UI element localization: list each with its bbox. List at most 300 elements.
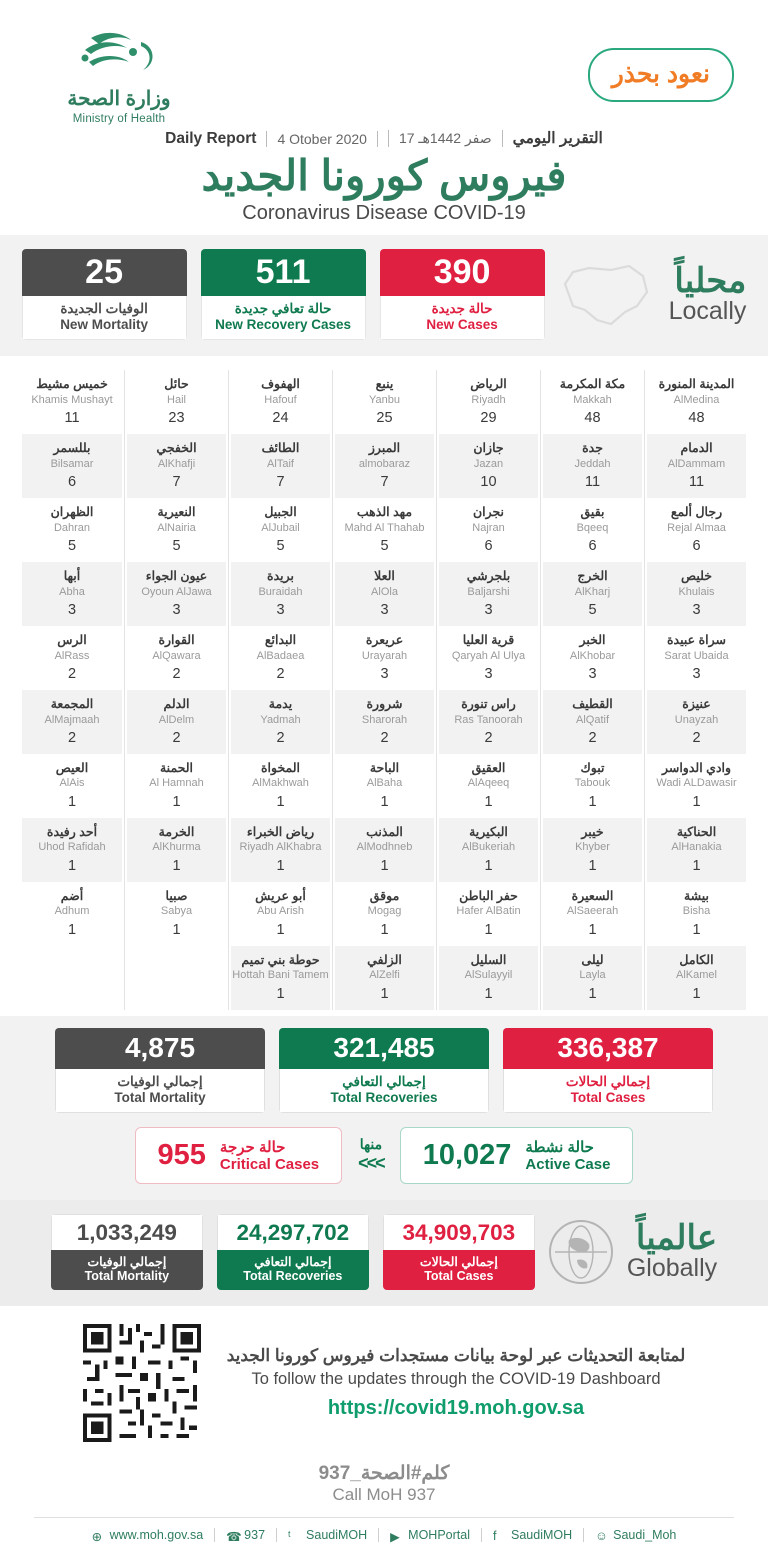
city-column (436, 370, 540, 1009)
new-mortality-label-ar: الوفيات الجديدة (60, 301, 148, 317)
city-name-ar: النعيرية (157, 505, 196, 520)
city-name-ar: الطائف (261, 441, 300, 456)
city-cell (231, 370, 330, 434)
city-name-en: Bqeeq (576, 521, 609, 534)
qr-code-icon[interactable] (83, 1324, 201, 1442)
total-cases-box (503, 1028, 713, 1113)
global-cases-box (383, 1214, 535, 1291)
city-name-ar: جازان (473, 441, 504, 456)
critical-cases-box (135, 1127, 343, 1184)
total-mortality-value: 4,875 (55, 1028, 265, 1069)
city-name-ar: العيص (55, 760, 89, 775)
facebook-icon: f (493, 1528, 497, 1543)
city-cell (22, 626, 122, 690)
total-recoveries-label-en: Total Recoveries (330, 1089, 438, 1105)
report-title-block (0, 125, 768, 235)
city-case-count: 3 (172, 601, 181, 618)
active-cases-box (400, 1127, 634, 1184)
city-case-count: 1 (380, 921, 389, 938)
city-name-ar: رياض الخبراء (246, 824, 315, 839)
total-cases-label-ar: إجمالي الحالات (565, 1073, 651, 1089)
city-name-en: AlDelm (158, 713, 195, 726)
city-case-count: 1 (692, 857, 701, 874)
city-cell (231, 690, 330, 754)
city-cell (335, 370, 434, 434)
local-label-en: Locally (668, 297, 747, 326)
global-recoveries-label-ar: إجمالي التعافي (254, 1255, 332, 1270)
city-case-count: 5 (380, 538, 389, 555)
city-case-count: 2 (380, 729, 389, 746)
social-link[interactable] (277, 1528, 379, 1542)
city-case-count: 6 (484, 538, 493, 555)
city-name-en: AlSulayyil (464, 969, 513, 982)
city-name-en: AlKhafji (157, 457, 196, 470)
city-name-ar: ليلى (581, 952, 604, 967)
local-summary-band (0, 235, 768, 356)
city-name-en: AlBukeriah (461, 841, 516, 854)
city-name-ar: الكامل (679, 952, 714, 967)
new-recovery-value: 511 (201, 249, 366, 296)
city-name-en: Hail (167, 393, 186, 406)
city-name-en: AlTaif (267, 457, 294, 470)
city-cell (127, 690, 226, 754)
city-case-count: 1 (588, 793, 597, 810)
city-name-ar: الخفجي (156, 441, 197, 456)
city-case-count: 2 (588, 729, 597, 746)
city-name-ar: خليص (681, 569, 712, 584)
city-cell (335, 946, 434, 1010)
city-name-en: Makkah (573, 393, 612, 406)
city-case-count: 1 (380, 985, 389, 1002)
city-name-ar: عنيزة (682, 696, 711, 711)
city-name-en: Hottah Bani Tamem (232, 969, 329, 982)
social-link[interactable] (584, 1528, 687, 1542)
city-name-ar: العقيق (471, 760, 506, 775)
global-recoveries-value: 24,297,702 (217, 1214, 369, 1251)
city-name-ar: بريدة (267, 569, 294, 584)
city-cell (439, 946, 538, 1010)
city-name-ar: مهد الذهب (356, 505, 413, 520)
city-name-ar: أبو عريش (255, 888, 306, 903)
city-case-count: 3 (484, 665, 493, 682)
city-name-en: Jazan (473, 457, 504, 470)
dashboard-text-en: To follow the updates through the COVID-19 Dashboard (251, 1370, 661, 1389)
city-name-en: Sharorah (361, 713, 408, 726)
city-name-ar: القطيف (572, 696, 613, 711)
city-case-count: 1 (692, 793, 701, 810)
city-cell (439, 562, 538, 626)
total-cases-value: 336,387 (503, 1028, 713, 1069)
city-name-ar: قرية العليا (462, 632, 515, 647)
city-case-count: 1 (172, 857, 181, 874)
city-name-en: AlKhobar (569, 649, 616, 662)
new-cases-label-en: New Cases (426, 317, 498, 333)
city-column (124, 370, 228, 1009)
dashboard-section (0, 1306, 768, 1448)
city-name-en: AlOla (371, 585, 398, 598)
city-name-en: AlMedina (673, 393, 720, 406)
critical-cases-label-en: Critical Cases (219, 1155, 320, 1173)
city-name-ar: المدينة المنورة (658, 377, 735, 392)
critical-cases-value: 955 (157, 1138, 206, 1171)
city-name-en: Uhod Rafidah (38, 841, 106, 854)
social-link[interactable] (482, 1528, 584, 1542)
city-name-en: AlZelfi (369, 969, 400, 982)
city-name-en: Yadmah (260, 713, 301, 726)
city-name-ar: الرياض (470, 377, 507, 392)
city-name-ar: حفر الباطن (459, 888, 518, 903)
connector-arrows (358, 1136, 384, 1174)
city-case-count: 1 (67, 857, 77, 874)
city-case-count: 1 (276, 793, 285, 810)
city-name-en: AlHanakia (671, 841, 722, 854)
ministry-name-ar: وزارة الصحة (67, 88, 171, 110)
city-name-en: AlMakhwah (252, 777, 309, 790)
total-mortality-label-ar: إجمالي الوفيات (117, 1073, 203, 1089)
city-case-count: 2 (692, 729, 701, 746)
city-cell (439, 498, 538, 562)
city-case-count: 1 (484, 857, 493, 874)
city-cell (647, 818, 746, 882)
national-totals-section (0, 1016, 768, 1200)
city-name-en: Mahd Al Thahab (344, 521, 425, 534)
local-label-ar: محلياً (674, 262, 747, 301)
connector-chevrons: <<< (358, 1153, 384, 1174)
city-name-ar: الخرمة (158, 824, 195, 839)
city-cell (22, 882, 122, 946)
report-date-en: 4 Otober 2020 (266, 131, 378, 147)
global-cases-value: 34,909,703 (383, 1214, 535, 1251)
city-cell (439, 754, 538, 818)
active-cases-label-ar: حالة نشطة (525, 1138, 594, 1156)
city-case-count: 1 (692, 985, 701, 1002)
social-links-bar (0, 1518, 768, 1564)
city-case-count: 5 (67, 538, 77, 555)
city-cell (22, 690, 122, 754)
city-name-ar: الرس (57, 632, 87, 647)
city-cell (127, 562, 226, 626)
city-name-en: Riyadh (471, 393, 506, 406)
new-mortality-box (22, 249, 187, 340)
city-name-ar: الظهران (50, 505, 94, 520)
city-case-count: 24 (272, 410, 289, 427)
city-cell (543, 370, 642, 434)
city-name-ar: المخواة (260, 760, 301, 775)
total-mortality-box (55, 1028, 265, 1113)
ministry-logo (34, 26, 204, 125)
city-cell (231, 626, 330, 690)
saudi-map-icon (559, 262, 651, 328)
new-recovery-box (201, 249, 366, 340)
city-cell (335, 498, 434, 562)
social-link-label: MOHPortal (408, 1528, 470, 1543)
city-case-count: 1 (67, 921, 77, 938)
city-cell (127, 754, 226, 818)
city-cell (543, 626, 642, 690)
daily-report-label-ar: التقرير اليومي (512, 130, 603, 147)
city-name-en: Mogag (367, 905, 402, 918)
city-column (228, 370, 332, 1009)
city-cell (647, 754, 746, 818)
ministry-name-en: Ministry of Health (72, 113, 166, 125)
city-cell (647, 370, 746, 434)
city-case-count: 2 (172, 665, 181, 682)
city-name-en: Layla (579, 969, 606, 982)
city-name-ar: خيبر (581, 824, 604, 839)
city-case-count: 1 (484, 793, 493, 810)
city-name-ar: المجمعة (50, 696, 94, 711)
twitter-icon: ᵗ (288, 1528, 291, 1543)
global-cases-label-ar: إجمالي الحالات (419, 1255, 498, 1270)
social-link-label: SaudiMOH (511, 1528, 573, 1543)
city-name-en: Dahran (53, 521, 91, 534)
report-date-ar: 17 صفر 1442هـ (388, 130, 503, 147)
city-name-ar: البدائع (264, 632, 297, 647)
city-name-ar: حائل (164, 377, 189, 392)
page-title-en: Coronavirus Disease COVID-19 (242, 202, 526, 225)
city-name-ar: الجبيل (264, 505, 297, 520)
report-header (0, 0, 768, 125)
city-case-count: 29 (480, 410, 497, 427)
city-cell (647, 882, 746, 946)
city-cell (335, 690, 434, 754)
city-name-en: Bisha (682, 905, 711, 918)
city-case-count: 10 (480, 474, 497, 491)
city-name-en: AlKharj (574, 585, 611, 598)
city-name-ar: السعيرة (571, 888, 614, 903)
social-link[interactable] (81, 1528, 216, 1542)
city-name-en: Ras Tanoorah (454, 713, 523, 726)
city-column (540, 370, 644, 1009)
city-name-en: AlQatif (575, 713, 609, 726)
city-case-count: 1 (588, 921, 597, 938)
city-case-count: 5 (588, 601, 597, 618)
city-case-count: 3 (380, 601, 389, 618)
city-case-count: 25 (376, 410, 393, 427)
city-name-en: AlKamel (676, 969, 717, 982)
city-name-ar: نجران (472, 505, 505, 520)
city-cell (543, 754, 642, 818)
city-name-ar: بلجرشي (466, 569, 511, 584)
city-name-ar: تبوك (580, 760, 605, 775)
phone-icon: ☎ (226, 1529, 242, 1544)
city-case-count: 6 (588, 538, 597, 555)
new-cases-value: 390 (380, 249, 545, 296)
city-name-en: almobaraz (358, 457, 411, 470)
city-cell (127, 498, 226, 562)
city-cell (127, 818, 226, 882)
new-recovery-label-en: New Recovery Cases (215, 317, 351, 333)
global-mortality-label-en: Total Mortality (84, 1269, 170, 1284)
city-name-en: Adhum (54, 905, 90, 918)
city-cell (335, 562, 434, 626)
global-label-ar: عالمياً (635, 1219, 718, 1258)
city-case-count: 7 (380, 474, 389, 491)
active-cases-label-en: Active Case (525, 1155, 611, 1173)
new-cases-box (380, 249, 545, 340)
social-link[interactable] (215, 1528, 277, 1542)
city-name-en: Hafer AlBatin (456, 905, 521, 918)
city-name-ar: السليل (470, 952, 507, 967)
city-name-ar: أبها (63, 569, 81, 584)
city-case-count: 1 (588, 857, 597, 874)
new-mortality-value: 25 (22, 249, 187, 296)
city-name-ar: موقق (369, 888, 400, 903)
city-name-en: Hafouf (264, 393, 297, 406)
city-cell (22, 818, 122, 882)
city-case-count: 5 (172, 538, 181, 555)
city-name-en: AlBaha (366, 777, 403, 790)
city-cell (647, 946, 746, 1010)
critical-cases-label-ar: حالة حرجة (219, 1138, 286, 1156)
city-cell (543, 498, 642, 562)
city-name-ar: أحد رفيدة (46, 824, 98, 839)
city-case-count: 2 (67, 665, 77, 682)
city-name-en: Unayzah (674, 713, 719, 726)
social-link[interactable] (379, 1528, 482, 1542)
city-cell (335, 818, 434, 882)
city-name-ar: أضم (60, 888, 84, 903)
dashboard-text-ar: لمتابعة التحديثات عبر لوحة بيانات مستجدات فيروس كورونا الجديد (226, 1346, 686, 1366)
city-case-count: 1 (276, 857, 285, 874)
city-name-en: Rejal Almaa (667, 521, 726, 534)
city-cell (647, 690, 746, 754)
city-breakdown-grid (0, 356, 768, 1015)
city-cell (22, 434, 122, 498)
city-name-ar: البكيرية (469, 824, 508, 839)
city-case-count: 11 (688, 474, 705, 491)
global-recoveries-label-en: Total Recoveries (243, 1269, 343, 1284)
city-name-en: AlDammam (667, 457, 726, 470)
city-cell (439, 690, 538, 754)
city-cell (231, 434, 330, 498)
global-mortality-box (51, 1214, 203, 1291)
city-name-ar: خميس مشيط (36, 377, 108, 392)
city-case-count: 6 (67, 474, 77, 491)
city-name-en: Oyoun AlJawa (141, 585, 212, 598)
city-name-ar: جدة (582, 441, 603, 456)
social-link-label: www.moh.gov.sa (109, 1528, 204, 1543)
total-recoveries-label-ar: إجمالي التعافي (342, 1073, 426, 1089)
city-name-ar: حوطة بني تميم (241, 952, 320, 967)
total-cases-label-en: Total Cases (570, 1089, 646, 1105)
city-name-ar: بيشة (683, 888, 710, 903)
city-case-count: 48 (584, 410, 601, 427)
globe-icon (549, 1220, 613, 1284)
active-cases-value: 10,027 (422, 1138, 512, 1171)
city-cell (647, 562, 746, 626)
city-name-ar: ينبع (375, 377, 394, 392)
city-cell (335, 882, 434, 946)
city-cell (335, 434, 434, 498)
city-cell (543, 882, 642, 946)
youtube-icon: ▶ (390, 1529, 400, 1544)
city-name-en: Al Hamnah (149, 777, 204, 790)
global-label-en: Globally (626, 1254, 718, 1283)
moh-emblem-icon (34, 26, 204, 84)
city-name-ar: عيون الجواء (145, 569, 208, 584)
city-name-en: Riyadh AlKhabra (239, 841, 322, 854)
city-cell (127, 370, 226, 434)
total-recoveries-value: 321,485 (279, 1028, 489, 1069)
city-cell (22, 754, 122, 818)
city-cell (543, 434, 642, 498)
city-name-en: Khulais (678, 585, 715, 598)
city-cell (543, 946, 642, 1010)
city-cell (231, 818, 330, 882)
city-name-en: Khyber (575, 841, 610, 854)
city-name-en: Baljarshi (467, 585, 510, 598)
global-summary-band (0, 1200, 768, 1307)
campaign-badge (588, 26, 734, 102)
city-name-en: AlAis (59, 777, 85, 790)
city-name-en: AlModhneb (356, 841, 413, 854)
city-name-en: AlNairia (157, 521, 196, 534)
city-case-count: 5 (276, 538, 285, 555)
city-name-ar: العلا (374, 569, 395, 584)
city-case-count: 1 (172, 793, 181, 810)
global-cases-label-en: Total Cases (424, 1269, 494, 1284)
city-name-en: AlQawara (152, 649, 201, 662)
city-case-count: 1 (67, 793, 77, 810)
social-link-label: SaudiMOH (306, 1528, 368, 1543)
city-name-ar: عريعرة (365, 632, 404, 647)
city-name-en: Najran (472, 521, 505, 534)
city-name-en: Abu Arish (256, 905, 305, 918)
city-name-en: Tabouk (574, 777, 611, 790)
city-case-count: 1 (276, 921, 285, 938)
city-case-count: 2 (276, 665, 285, 682)
city-case-count: 2 (276, 729, 285, 746)
city-name-en: Jeddah (574, 457, 611, 470)
city-name-ar: الحناكية (676, 824, 717, 839)
city-name-ar: وادي الدواسر (661, 760, 732, 775)
local-label (665, 264, 747, 326)
city-cell (127, 882, 226, 946)
city-case-count: 1 (588, 985, 597, 1002)
city-cell (231, 882, 330, 946)
call-moh-ar: كلم#الصحة_937 (318, 1463, 450, 1485)
city-name-ar: الباحة (369, 760, 400, 775)
city-case-count: 3 (692, 601, 701, 618)
city-name-en: AlKhurma (152, 841, 201, 854)
city-case-count: 3 (67, 601, 77, 618)
city-name-en: AlSaeerah (566, 905, 619, 918)
city-case-count: 23 (168, 410, 185, 427)
city-name-ar: رجال ألمع (670, 505, 723, 520)
city-name-ar: الدمام (680, 441, 713, 456)
city-name-ar: سراة عبيدة (667, 632, 726, 647)
city-name-ar: الحمنة (159, 760, 194, 775)
city-column (644, 370, 748, 1009)
city-name-ar: راس تنورة (461, 696, 516, 711)
city-case-count: 1 (692, 921, 701, 938)
connector-label-ar: منها (359, 1136, 383, 1153)
city-name-ar: الخبر (579, 632, 606, 647)
dashboard-url[interactable]: https://covid19.moh.gov.sa (327, 1397, 585, 1420)
city-name-en: AlAqeeq (467, 777, 510, 790)
city-case-count: 1 (380, 793, 389, 810)
call-moh-section (0, 1448, 768, 1517)
city-name-ar: الهفوف (261, 377, 300, 392)
city-name-ar: الزلفي (367, 952, 402, 967)
city-cell (231, 754, 330, 818)
city-cell (439, 882, 538, 946)
globe-icon: ⊕ (91, 1529, 103, 1544)
city-cell (439, 434, 538, 498)
new-mortality-label-en: New Mortality (60, 317, 148, 333)
city-case-count: 3 (484, 601, 493, 618)
